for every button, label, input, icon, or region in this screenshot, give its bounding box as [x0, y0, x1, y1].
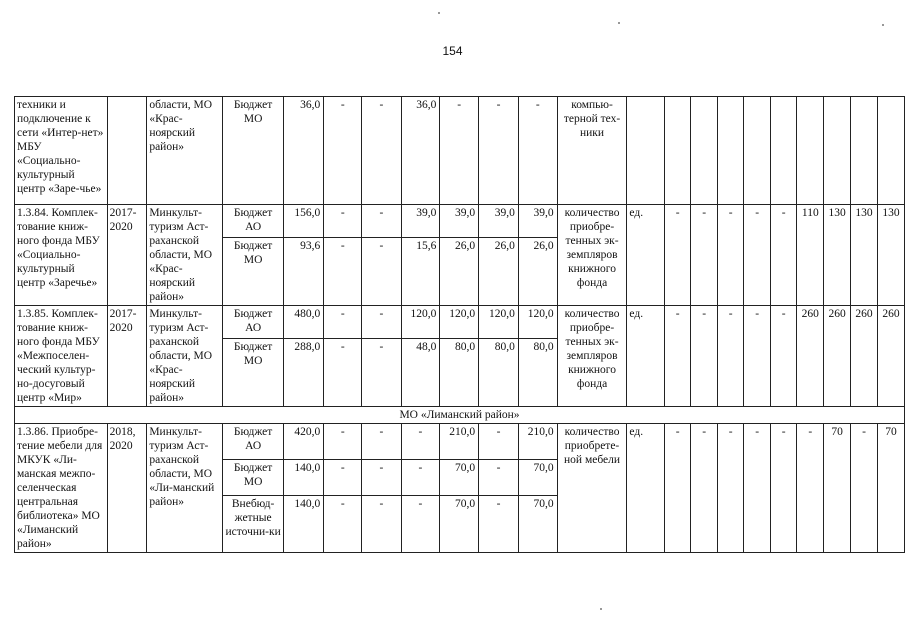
table-row — [15, 424, 905, 460]
unit: ед. — [627, 424, 664, 553]
indicator-value: - — [744, 205, 771, 306]
scan-speck — [618, 22, 620, 24]
indicator-value: 130 — [877, 205, 904, 306]
indicator-value: - — [664, 306, 691, 407]
indicator-value: - — [691, 205, 718, 306]
funding-total: 156,0 — [284, 205, 324, 238]
period — [107, 97, 147, 205]
indicator-value: - — [691, 424, 718, 553]
funding-total: 140,0 — [284, 496, 324, 553]
executor: Минкульт-туризм Аст-раханской области, МО «Крас-ноярский район» — [147, 306, 222, 407]
funding-year-2018: 120,0 — [401, 306, 440, 339]
indicator: количество приобре-тенных эк-земпляров книжного фонда — [557, 205, 627, 306]
indicator-value — [851, 97, 878, 205]
funding-year-2016: - — [324, 205, 362, 238]
indicator-value: - — [770, 424, 797, 553]
executor: области, МО «Крас-ноярский район» — [147, 97, 222, 205]
scan-speck — [882, 24, 884, 26]
funding-year-2019: 120,0 — [440, 306, 479, 339]
period: 2018, 2020 — [107, 424, 147, 553]
funding-year-2018: - — [401, 424, 440, 460]
unit: ед. — [627, 205, 664, 306]
funding-year-2019: 80,0 — [440, 339, 479, 407]
section-title: МО «Лиманский район» — [15, 407, 905, 424]
indicator-value: 260 — [797, 306, 824, 407]
indicator-value: - — [770, 205, 797, 306]
funding-year-2020: - — [479, 424, 519, 460]
indicator-value: - — [717, 306, 744, 407]
indicator-value — [877, 97, 904, 205]
program-table — [14, 96, 905, 553]
scan-speck — [438, 12, 440, 14]
indicator-value: - — [744, 424, 771, 553]
funding-year-2019: - — [440, 97, 479, 205]
indicator: компью-терной тех-ники — [557, 97, 627, 205]
funding-year-2018: 39,0 — [401, 205, 440, 238]
funding-total: 36,0 — [284, 97, 324, 205]
funding-year-2021: 70,0 — [518, 496, 557, 553]
funding-year-2020: - — [479, 460, 519, 496]
indicator-value: - — [717, 424, 744, 553]
funding-year-2019: 70,0 — [440, 460, 479, 496]
funding-year-2016: - — [324, 496, 362, 553]
measure-name: техники и подключение к сети «Интер-нет» МБУ «Социально-культурный центр «Заре-чье» — [15, 97, 108, 205]
table-row — [15, 306, 905, 339]
indicator: количество приобрете-ной мебели — [557, 424, 627, 553]
page-number: 154 — [442, 44, 463, 58]
funding-source: Бюджет МО — [222, 339, 284, 407]
funding-year-2020: - — [479, 496, 519, 553]
funding-year-2021: 210,0 — [518, 424, 557, 460]
indicator-value: - — [717, 205, 744, 306]
executor: Минкульт-туризм Аст-раханской области, МО «Крас-ноярский район» — [147, 205, 222, 306]
indicator-value: - — [770, 306, 797, 407]
indicator-value: - — [797, 424, 824, 553]
funding-year-2020: 39,0 — [479, 205, 519, 238]
indicator-value: 130 — [851, 205, 878, 306]
funding-year-2016: - — [324, 97, 362, 205]
indicator-value — [797, 97, 824, 205]
indicator-value — [744, 97, 771, 205]
measure-name: 1.3.84. Комплек-тование книж-ного фонда МБУ «Социально-культурный центр «Заречье» — [15, 205, 108, 306]
indicator-value: 260 — [851, 306, 878, 407]
funding-year-2018: 48,0 — [401, 339, 440, 407]
indicator-value: - — [664, 424, 691, 553]
period: 2017-2020 — [107, 205, 147, 306]
funding-source: Бюджет МО — [222, 460, 284, 496]
funding-year-2020: - — [479, 97, 519, 205]
indicator-value — [664, 97, 691, 205]
funding-year-2020: 80,0 — [479, 339, 519, 407]
funding-total: 480,0 — [284, 306, 324, 339]
funding-year-2017: - — [362, 339, 401, 407]
scan-speck — [600, 608, 602, 610]
funding-year-2021: 39,0 — [518, 205, 557, 238]
funding-total: 140,0 — [284, 460, 324, 496]
funding-year-2017: - — [362, 205, 401, 238]
funding-year-2016: - — [324, 339, 362, 407]
funding-source: Бюджет АО — [222, 306, 284, 339]
funding-year-2017: - — [362, 306, 401, 339]
indicator-value — [824, 97, 851, 205]
funding-source: Внебюд-жетные источни-ки — [222, 496, 284, 553]
funding-year-2018: 15,6 — [401, 238, 440, 306]
funding-year-2019: 210,0 — [440, 424, 479, 460]
measure-name: 1.3.86. Приобре-тение мебели для МКУК «Ли-манская межпо-селенческая центральная библиотека» МО «Лиманский район» — [15, 424, 108, 553]
funding-total: 93,6 — [284, 238, 324, 306]
funding-year-2016: - — [324, 424, 362, 460]
funding-year-2018: - — [401, 496, 440, 553]
executor: Минкульт-туризм Аст-раханской области, МО «Ли-манский район» — [147, 424, 222, 553]
funding-total: 288,0 — [284, 339, 324, 407]
funding-year-2017: - — [362, 238, 401, 306]
unit — [627, 97, 664, 205]
funding-year-2021: 26,0 — [518, 238, 557, 306]
unit: ед. — [627, 306, 664, 407]
funding-year-2018: - — [401, 460, 440, 496]
funding-source: Бюджет АО — [222, 424, 284, 460]
funding-year-2021: 120,0 — [518, 306, 557, 339]
funding-year-2021: - — [518, 97, 557, 205]
funding-source: Бюджет АО — [222, 205, 284, 238]
indicator-value: 260 — [877, 306, 904, 407]
table-row — [15, 205, 905, 238]
table-row — [15, 97, 905, 205]
indicator-value — [717, 97, 744, 205]
funding-year-2019: 26,0 — [440, 238, 479, 306]
funding-source: Бюджет МО — [222, 97, 284, 205]
period: 2017-2020 — [107, 306, 147, 407]
indicator-value: 260 — [824, 306, 851, 407]
funding-year-2017: - — [362, 496, 401, 553]
indicator-value: 110 — [797, 205, 824, 306]
funding-year-2016: - — [324, 460, 362, 496]
indicator-value: 70 — [824, 424, 851, 553]
funding-year-2021: 70,0 — [518, 460, 557, 496]
funding-year-2017: - — [362, 97, 401, 205]
funding-year-2017: - — [362, 424, 401, 460]
funding-year-2016: - — [324, 238, 362, 306]
indicator-value: - — [691, 306, 718, 407]
indicator-value — [691, 97, 718, 205]
funding-year-2019: 39,0 — [440, 205, 479, 238]
funding-year-2020: 120,0 — [479, 306, 519, 339]
funding-year-2017: - — [362, 460, 401, 496]
indicator-value: 130 — [824, 205, 851, 306]
funding-year-2020: 26,0 — [479, 238, 519, 306]
indicator-value: - — [744, 306, 771, 407]
funding-year-2019: 70,0 — [440, 496, 479, 553]
section-row — [15, 407, 905, 424]
measure-name: 1.3.85. Комплек-тование книж-ного фонда МБУ «Межпоселен-ческий культур-но-досуговый центр «Мир» — [15, 306, 108, 407]
indicator-value: - — [851, 424, 878, 553]
indicator: количество приобре-тенных эк-земпляров книжного фонда — [557, 306, 627, 407]
funding-total: 420,0 — [284, 424, 324, 460]
indicator-value: 70 — [877, 424, 904, 553]
indicator-value — [770, 97, 797, 205]
funding-year-2021: 80,0 — [518, 339, 557, 407]
funding-year-2016: - — [324, 306, 362, 339]
funding-source: Бюджет МО — [222, 238, 284, 306]
funding-year-2018: 36,0 — [401, 97, 440, 205]
indicator-value: - — [664, 205, 691, 306]
